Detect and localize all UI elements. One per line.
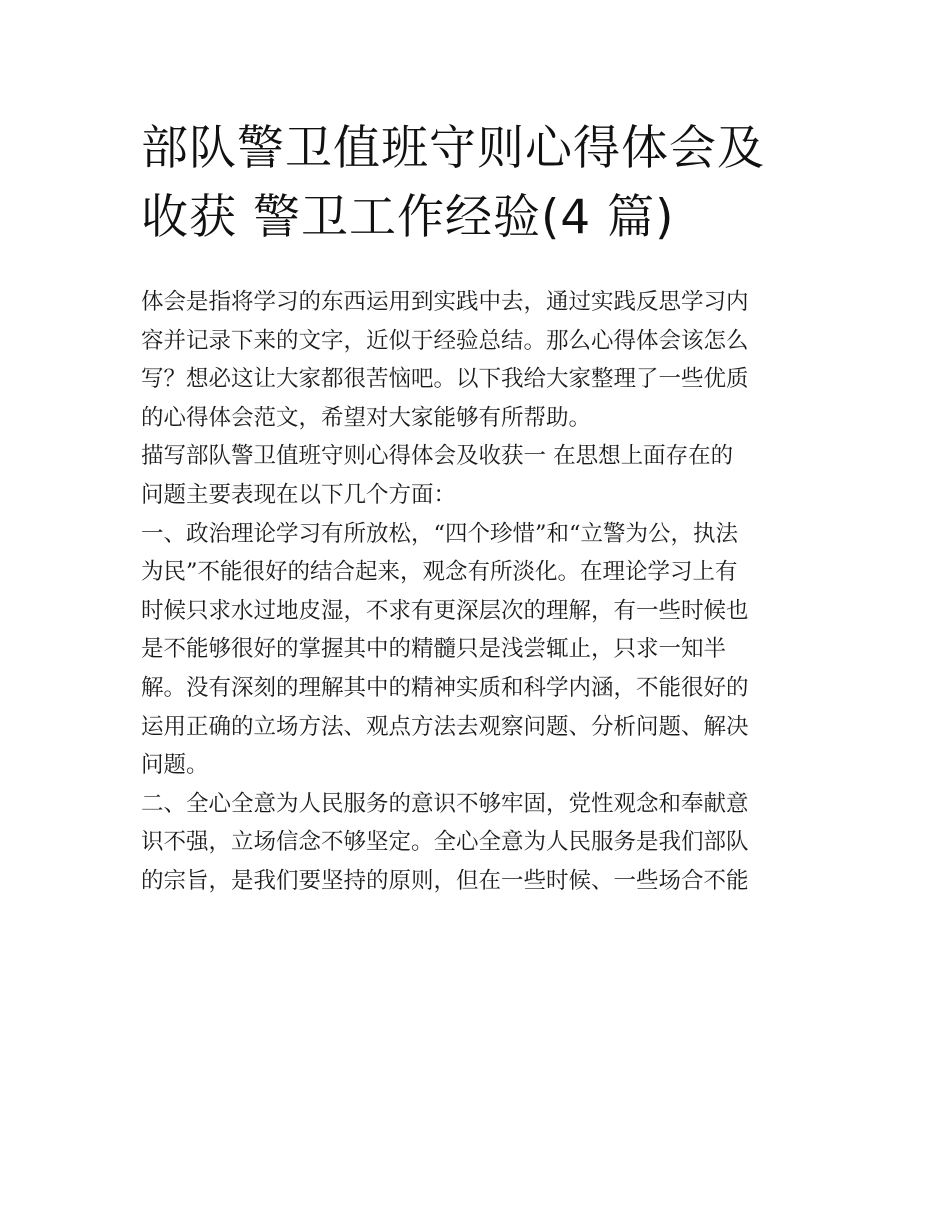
text-line: 为民”不能很好的结合起来，观念有所淡化。在理论学习上有: [141, 559, 738, 586]
text-line: 体会是指将学习的东西运用到实践中去，通过实践反思学习内: [141, 289, 749, 315]
text-line: 问题。: [141, 752, 209, 779]
paragraph-intro: [141, 283, 821, 437]
text-line: 的心得体会范文，希望对大家能够有所帮助。: [141, 404, 592, 431]
text-line: 运用正确的立场方法、观点方法去观察问题、分析问题、解决: [141, 713, 749, 740]
document-title: [141, 114, 821, 252]
text-line: 的宗旨，是我们要坚持的原则，但在一些时候、一些场合不能: [141, 867, 749, 894]
document-body: [141, 283, 821, 901]
text-line: 解。没有深刻的理解其中的精神实质和科学内涵，不能很好的: [141, 674, 749, 701]
paragraph-point-two: [141, 785, 821, 901]
title-line: 部队警卫值班守则心得体会及: [141, 121, 765, 176]
text-line: 一、政治理论学习有所放松，“四个珍惜”和“立警为公，执法: [141, 520, 739, 547]
text-line: 写？想必这让大家都很苦恼吧。以下我给大家整理了一些优质: [141, 366, 749, 393]
text-line: 描写部队警卫值班守则心得体会及收获一 在思想上面存在的: [141, 443, 734, 470]
text-line: 二、全心全意为人民服务的意识不够牢固，党性观念和奉献意: [141, 790, 749, 817]
title-line: 收获 警卫工作经验(4 篇): [141, 190, 675, 245]
paragraph-point-one: [141, 515, 821, 785]
text-line: 容并记录下来的文字，近似于经验总结。那么心得体会该怎么: [141, 327, 749, 354]
text-line: 是不能够很好的掌握其中的精髓只是浅尝辄止，只求一知半: [141, 636, 727, 663]
text-line: 问题主要表现在以下几个方面：: [141, 481, 457, 508]
paragraph-section-heading: [141, 437, 821, 514]
text-line: 时候只求水过地皮湿，不求有更深层次的理解，有一些时候也: [141, 597, 749, 624]
text-line: 识不强，立场信念不够坚定。全心全意为人民服务是我们部队: [141, 829, 749, 856]
